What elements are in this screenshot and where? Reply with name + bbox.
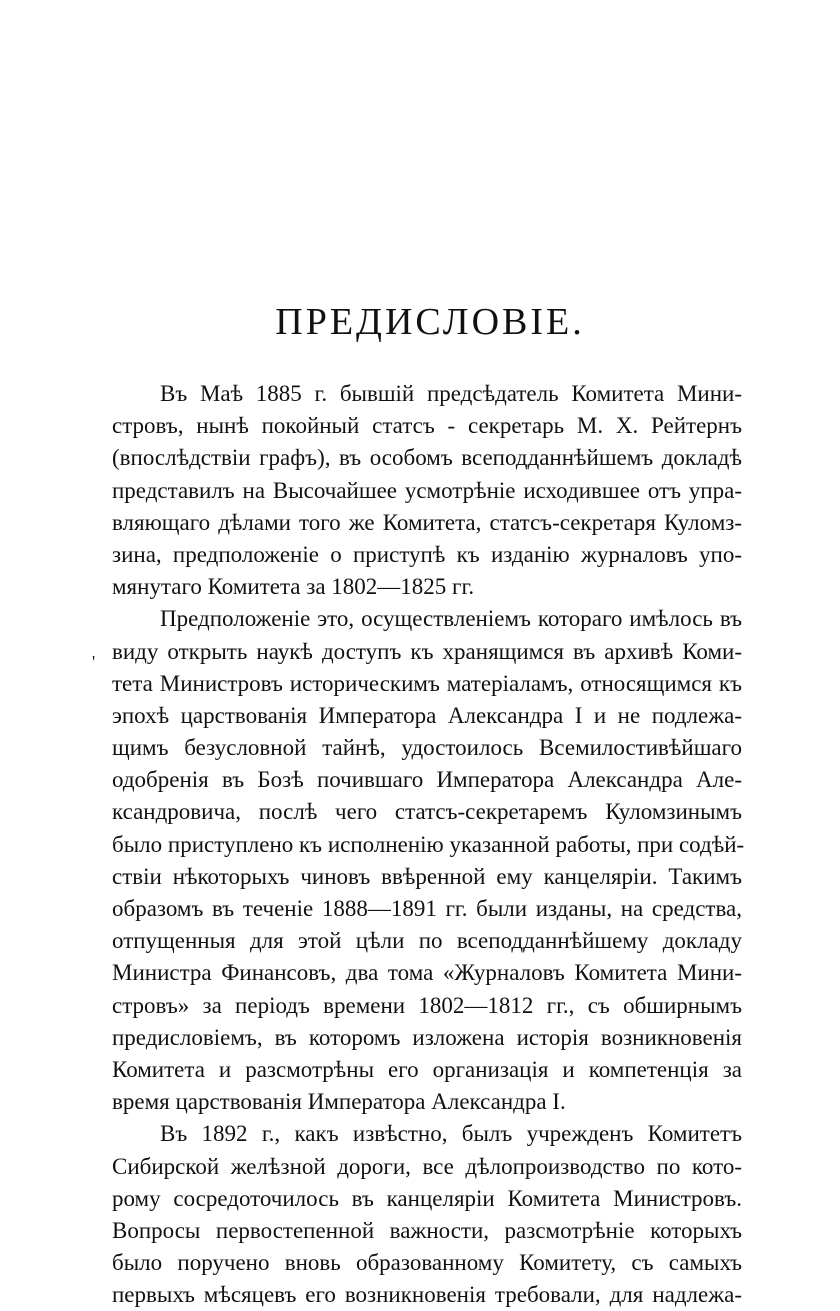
text-line: стровъ» за періодъ времени 1802—1812 гг., съ обширнымъ (112, 992, 742, 1018)
text-line: ксандровича, послѣ чего статсъ-секретаремъ Куломзинымъ (112, 799, 742, 825)
text-line: зина, предположеніе о приступѣ къ изданію журналовъ упо- (112, 541, 742, 567)
text-line: (впослѣдствіи графъ), въ особомъ всеподданнѣйшемъ докладѣ (112, 445, 742, 471)
text-line: было приступлено къ исполненію указанной работы, при содѣй- (112, 831, 745, 857)
text-line: отпущенныя для этой цѣли по всеподданнѣйшему докладу (112, 928, 742, 954)
text-line: образомъ въ теченіе 1888—1891 гг. были изданы, на средства, (112, 896, 742, 921)
text-line: щимъ безусловной тайнѣ, удостоилось Всемилостивѣйшаго (112, 735, 742, 761)
page-title: ПРЕДИСЛОВІЕ. (275, 301, 585, 343)
text-line: вляющаго дѣлами того же Комитета, статсъ-секретаря Куломз- (112, 509, 742, 535)
text-line: Вопросы первостепенной важности, разсмотрѣніе которыхъ (112, 1217, 742, 1243)
text-line: Комитета и разсмотрѣны его организація и компетенція за (112, 1056, 742, 1082)
text-line: Министра Финансовъ, два тома «Журналовъ Комитета Мини- (112, 960, 742, 986)
text-line: Сибирской желѣзной дороги, все дѣлопроизводство по кото- (112, 1153, 742, 1179)
text-line: время царствованія Императора Александра I. (112, 1089, 566, 1115)
text-line: эпохѣ царствованія Императора Александра I и не подлежа- (112, 702, 742, 728)
preface-text (112, 378, 745, 1311)
text-line: виду открыть наукѣ доступъ къ хранящимся въ архивѣ Коми- (112, 638, 742, 664)
text-line: первыхъ мѣсяцевъ его возникновенія требовали, для надлежа- (112, 1282, 742, 1308)
text-line: одобренія въ Бозѣ почившаго Императора Александра Але- (112, 767, 742, 793)
text-line: стровъ, нынѣ покойный статсъ - секретарь М. Х. Рейтернъ (112, 413, 742, 439)
text-line: мянутаго Комитета за 1802—1825 гг. (112, 574, 475, 600)
text-line: ствіи нѣкоторыхъ чиновъ ввѣренной ему канцеляріи. Такимъ (112, 863, 742, 889)
text-line: тета Министровъ историческимъ матеріаламъ, относящимся къ (112, 670, 742, 696)
text-line: рому сосредоточилось въ канцеляріи Комитета Министровъ. (112, 1185, 742, 1211)
text-line: было поручено вновь образованному Комитету, съ самыхъ (112, 1250, 742, 1276)
margin-mark: ' (92, 652, 96, 672)
text-line: Въ Маѣ 1885 г. бывшій предсѣдатель Комитета Мини- (160, 381, 742, 406)
text-line: предисловіемъ, въ которомъ изложена исторія возникновенія (112, 1024, 742, 1050)
text-line: Въ 1892 г., какъ извѣстно, былъ учрежденъ Комитетъ (160, 1121, 742, 1147)
text-line: Предположеніе это, осуществленіемъ котораго имѣлось въ (160, 606, 742, 632)
text-line: представилъ на Высочайшее усмотрѣніе исходившее отъ упра- (112, 477, 742, 503)
